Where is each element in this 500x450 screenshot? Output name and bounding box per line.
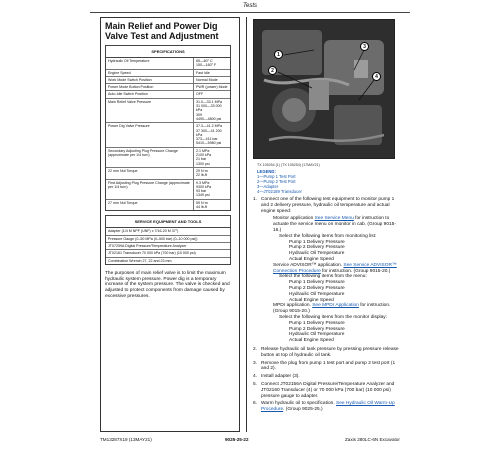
spec-label: 27 mm Nut Torque [106, 200, 194, 211]
step-1 [253, 197, 401, 344]
warm-up-label: Warm hydraulic oil to specification. [261, 401, 335, 407]
service-advisor-label: Service ADVISOR™ application. [273, 262, 343, 268]
spec-value: OFF [196, 92, 204, 97]
monitor-instruction [261, 216, 401, 233]
step-number: 2. [253, 346, 258, 352]
spec-value: 2.1 MPa 2100 kPa 21 bar 1300 psi [196, 148, 212, 166]
step-number: 6. [253, 401, 258, 407]
tool-row: Pressure Gauge (0–50 MPa (0–500 bar) (0–10 000 psi)) [106, 236, 230, 243]
step-number: 3. [253, 360, 258, 366]
spec-label: Auto-Idle Switch Position [106, 91, 194, 97]
left-column [100, 17, 240, 432]
spec-label: Secondary Adjusting Plug Pressure Change (approximate per 1/4 turn) [106, 148, 194, 167]
step-text: Connect one of the following test equipment to monitor pump 1 and 2 delivery pressure, hydraulic oil temperature and actual engine speed: [261, 197, 395, 214]
tool-row: Adapter (1/4 M NPF (UNF) x 7/16-20 M 37°) [106, 228, 230, 235]
mpdr-note: for instruction. (Group 9015-20.) [273, 303, 391, 315]
step-text: Install adapter (3). [261, 374, 300, 380]
legend-item: 3—Adapter [257, 184, 279, 189]
photo-callout-1: 1 [274, 50, 283, 59]
list-item: Actual Engine Speed [289, 256, 334, 262]
service-tools-heading: SERVICE EQUIPMENT AND TOOLS [106, 216, 230, 228]
service-tools-table [105, 215, 231, 264]
tool-row: JT02161 Transducer 70 000 kPa (700 bar) (10 000 psi) [106, 250, 230, 257]
select-monitor-text: Select the following items from monitoring list: [279, 233, 377, 239]
purpose-paragraph: The purposes of main relief valve is to limit the maximum hydraulic system pressure. Power dig is a temporary increase of the system pressure. The valve is checked and adjusted to protect components from damage caused by excessive pressures. [105, 270, 230, 299]
select-menu-text: Select the following items from the menu: [279, 274, 367, 280]
footer-doc-id: TM13287X19 (13MAY21) [100, 437, 152, 442]
list-item: Pump 1 Delivery Pressure [289, 320, 345, 326]
warm-up-note: . (Group 9025-25.) [283, 407, 323, 413]
step-text [261, 401, 401, 413]
spec-value: 9.3 MPa 9300 kPa 93 bar 1349 psi [196, 180, 212, 198]
spec-value: 31.0—33.1 MPa 31 000—33 000 kPa 309 4490—4800 psi [196, 99, 222, 121]
mpdr-items-list [261, 321, 401, 344]
engine-photo-illustration [254, 20, 395, 159]
step-number: 4. [253, 374, 258, 380]
specifications-table [105, 45, 231, 211]
service-advisor-link[interactable]: See Service ADVISOR™ Connection Procedure [273, 262, 397, 274]
list-item: Pump 2 Delivery Pressure [289, 285, 345, 291]
photo-callout-3: 3 [360, 42, 369, 51]
legend-item: 1—Pump 1 Test Port [257, 174, 296, 179]
step-6 [253, 401, 401, 413]
monitor-label: Monitor application [273, 216, 314, 222]
spec-row [106, 58, 230, 70]
step-text: Release hydraulic oil tank pressure by pressing pressure release button at top of hydraulic oil tank. [261, 346, 399, 358]
mpdr-label: MPDr application. [273, 303, 311, 309]
service-advisor-items-list [261, 280, 401, 303]
right-column [246, 17, 399, 432]
spec-row [106, 168, 230, 180]
select-display-text: Select the following items from the monitor display: [279, 314, 387, 320]
service-menu-link[interactable]: See Service Menu [314, 216, 354, 222]
oil-warm-up-link[interactable]: See Hydraulic Oil Warm-Up Procedure [261, 401, 395, 413]
spec-label: Hydraulic Oil Temperature [106, 58, 194, 69]
spec-row [106, 123, 230, 147]
spec-row [106, 180, 230, 200]
list-item: Hydraulic Oil Temperature [289, 251, 345, 257]
spec-value: Fast Idle [196, 70, 210, 75]
spec-row [106, 200, 230, 211]
list-item: Actual Engine Speed [289, 338, 334, 344]
spec-label: First Adjusting Plug Pressure Change (approximate per 1/4 turn) [106, 180, 194, 199]
list-item: Actual Engine Speed [289, 297, 334, 303]
spec-label: 22 mm Nut Torque [106, 168, 194, 179]
spec-label: Power Dig Valve Pressure [106, 123, 194, 146]
step-4 [253, 374, 401, 380]
step-2 [253, 347, 401, 359]
tool-row: Combination Wrench 27, 22 and 23 mm [108, 258, 172, 263]
spec-row [106, 77, 230, 84]
photo-callout-4: 4 [372, 72, 381, 81]
spec-label: Power Mode Button Position [106, 84, 194, 90]
legend-item: 2—Pump 2 Test Port [257, 179, 296, 184]
legend-item: 4—JT02189 Transducer [257, 189, 302, 194]
step-text: Remove the plug from pump 1 test port and pump 2 test port (1 and 2). [261, 360, 396, 372]
spec-value: 37.3—41.2 MPa 37 300—41 200 kPa 373—411 bar 5410—5980 psi [196, 124, 222, 146]
monitor-items-list [261, 240, 401, 263]
figure-legend [257, 169, 302, 194]
page-header-title: Tests [242, 3, 258, 9]
tool-row: JT07259A Digital Pressure/Temperature Analyzer [106, 243, 230, 250]
engine-test-port-photo [253, 19, 395, 159]
header-rule [90, 12, 410, 13]
list-item: Pump 1 Delivery Pressure [289, 239, 345, 245]
spec-row [106, 148, 230, 168]
step-number: 1. [253, 197, 258, 202]
list-item: Pump 2 Delivery Pressure [289, 326, 345, 332]
spec-row [106, 70, 230, 77]
mpdr-link[interactable]: See MPDr Application [312, 303, 359, 309]
specifications-heading: SPECIFICATIONS [106, 46, 230, 58]
step-text: Connect JT02156A Digital Pressure/Temperature Analyzer and JT02160 Transducer (4) or 70 000 kPa (700 bar) (10 000 psi) pressure gauge to adapter. [261, 381, 395, 399]
legend-title: LEGEND: [257, 169, 276, 174]
procedure-steps [253, 197, 401, 415]
step-5 [253, 382, 401, 399]
list-item: Hydraulic Oil Temperature [289, 291, 345, 297]
footer-page-number: 9025-25-22 [225, 437, 249, 442]
monitor-note: for instruction to actuate the service menu on monitor in cab. (Group 9015-16.) [273, 216, 396, 233]
spec-row [106, 99, 230, 123]
spec-row [106, 84, 230, 91]
spec-row [106, 91, 230, 98]
spec-value: Normal Mode [196, 77, 218, 82]
spec-label: Engine Speed [106, 70, 194, 76]
step-3 [253, 361, 401, 373]
spec-value: 65—60° C 150—160° F [196, 59, 217, 68]
list-item: Pump 1 Delivery Pressure [289, 280, 345, 286]
spec-label: Work Mode Switch Position [106, 77, 194, 83]
service-advisor-instruction [261, 263, 401, 275]
spec-value: PWR (power) Mode [196, 85, 228, 90]
step-number: 5. [253, 381, 258, 387]
section-title: Main Relief and Power Dig Valve Test and Adjustment [105, 21, 219, 41]
spec-value: 29 N·m 22 lb-ft [196, 168, 208, 178]
photo-callout-2: 2 [268, 66, 277, 75]
service-advisor-note: for instruction. (Group 9015-20.) [322, 268, 391, 274]
list-item: Pump 2 Delivery Pressure [289, 245, 345, 251]
list-item: Hydraulic Oil Temperature [289, 332, 345, 338]
spec-label: Main Relief Valve Pressure [106, 99, 194, 122]
footer-machine-name: Zaxis 280LC-6N Excavator [345, 437, 400, 442]
spec-value: 59 N·m 44 lb-ft [196, 200, 208, 210]
figure-caption: TX 105254 (1) (TX 105254) (17MAY21) [257, 163, 320, 167]
mpdr-instruction [261, 303, 401, 315]
